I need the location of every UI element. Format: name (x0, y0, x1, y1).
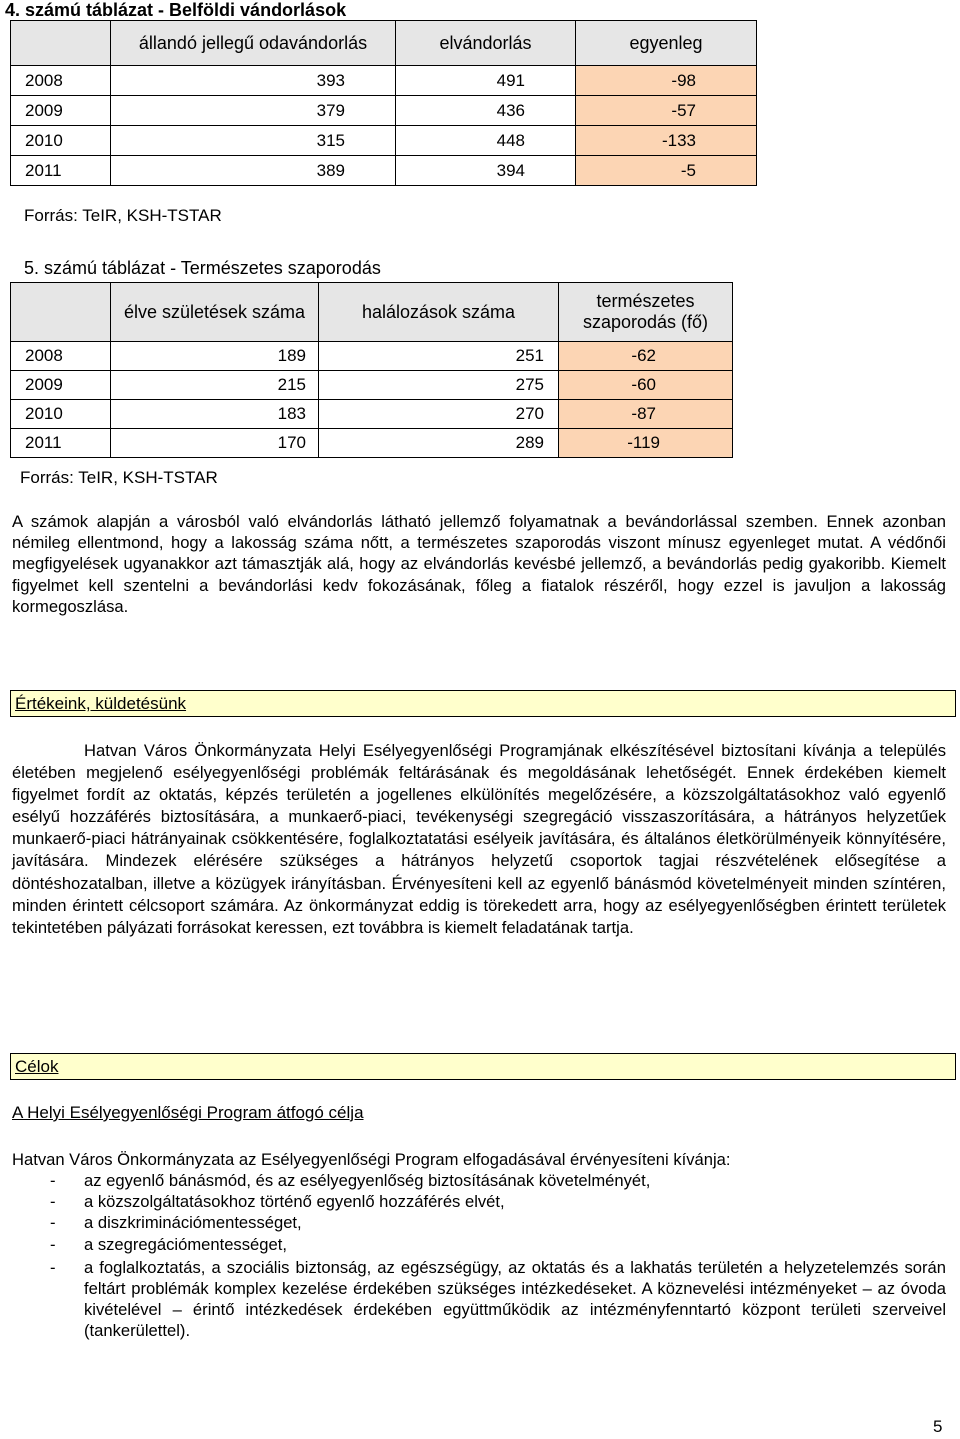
table-cell: 2011 (11, 429, 111, 458)
page-number: 5 (933, 1417, 943, 1436)
table-cell: 215 (111, 371, 319, 400)
table-cell: 275 (319, 371, 559, 400)
table4-caption: 4. számú táblázat - Belföldi vándorlások (5, 0, 347, 20)
table-cell: 379 (111, 96, 396, 126)
table-cell: 270 (319, 400, 559, 429)
table-cell: -57 (576, 96, 757, 126)
table-row (11, 371, 733, 400)
table5-header-cell: élve születések száma (111, 283, 319, 342)
table5-natural-increase (10, 282, 733, 458)
table-cell: 2011 (11, 156, 111, 186)
table-cell: -60 (559, 371, 733, 400)
table-cell: 183 (111, 400, 319, 429)
table5-header-cell: halálozások száma (319, 283, 559, 342)
table-cell: 2010 (11, 126, 111, 156)
table-cell: 170 (111, 429, 319, 458)
table5-header-cell (11, 283, 111, 342)
table-cell: 2008 (11, 66, 111, 96)
table4-header-cell: állandó jellegű odavándorlás (111, 21, 396, 66)
values-paragraph: Hatvan Város Önkormányzata Helyi Esélyegyenlőségi Programjának elkészítésével biztosítani kívánja a település életében megjelenő esélyegyenlőségi problémák feltárásának és megoldásának lehetőségét. Ennek érdekében kiemelt figyelmet fordít az oktatás, képzés területén a jogellenes elkülönítés megelőzésére, a közszolgáltatásokhoz való egyenlő esélyű hozzáférés biztosítására, a munkaerő-piaci, tevékenységi szegregáció visszaszorítására, a hátrányos helyzetűek munkaerő-piaci hátrányainak csökkentésére, foglalkoztatatási esélyeik javítására, és általános életkörülményeik könnyítésére, javítására. Mindezek elérésére szükséges a hátrányos helyzetű csoportok tagjai részvételének elősegítése a döntéshozatalban, illetve a közügyek irányításban. Érvényesíteni kell az egyenlő bánásmód követelményeit minden színtéren, minden érintett célcsoport számára. Az önkormányzat eddig is törekedett arra, hogy az esélyegyenlőségben érintett területek tekintetében pályázati forrásokat keressen, ezt továbbra is kiemelt feladatának tartja. (12, 741, 946, 937)
list-item: - a diszkriminációmentességet, (50, 1213, 302, 1233)
table-cell: -98 (576, 66, 757, 96)
list-item: - a közszolgáltatásokhoz történő egyenlő hozzáférés elvét, (50, 1192, 505, 1212)
table-cell: -87 (559, 400, 733, 429)
table-cell: 491 (396, 66, 576, 96)
table4-source: Forrás: TeIR, KSH-TSTAR (24, 206, 222, 225)
table-cell: 448 (396, 126, 576, 156)
table-cell: 2010 (11, 400, 111, 429)
table-row (11, 126, 757, 156)
values-section-heading: Értékeink, küldetésünk (10, 690, 956, 717)
table5-header-cell: természetes szaporodás (fő) (559, 283, 733, 342)
list-item: - a szegregációmentességet, (50, 1234, 287, 1254)
table-cell: -133 (576, 126, 757, 156)
table-cell: -119 (559, 429, 733, 458)
goals-section-heading: Célok (10, 1053, 956, 1080)
table-cell: 436 (396, 96, 576, 126)
table-cell: 289 (319, 429, 559, 458)
table-row (11, 400, 733, 429)
table-cell: 2009 (11, 371, 111, 400)
table4-header-cell (11, 21, 111, 66)
goals-subheading: A Helyi Esélyegyenlőségi Program átfogó célja (12, 1103, 364, 1122)
table4-header-cell: egyenleg (576, 21, 757, 66)
table-cell: 389 (111, 156, 396, 186)
table-row (11, 66, 757, 96)
list-item: - az egyenlő bánásmód, és az esélyegyenlőség biztosításának követelményét, (50, 1171, 651, 1190)
table-row (11, 342, 733, 371)
table5-source: Forrás: TeIR, KSH-TSTAR (20, 468, 218, 487)
table-cell: -62 (559, 342, 733, 371)
table-cell: 393 (111, 66, 396, 96)
table-row (11, 429, 733, 458)
table5-header-row (11, 283, 733, 342)
list-item: - a foglalkoztatás, a szociális biztonság, az egészségügy, az oktatás és a lakhatás területén a helyzetelemzés során feltárt problémák komplex kezelése érdekében szükséges intézkedéseket. A köznevelési intézményeket – az óvoda kivételével – érintő intézkedések érdekében együttműködik az intézményfenntartó központ területi szerveivel (tankerülettel). (50, 1257, 946, 1341)
table4-migration (10, 20, 757, 186)
table-cell: 2008 (11, 342, 111, 371)
table-cell: 2009 (11, 96, 111, 126)
table-cell: 251 (319, 342, 559, 371)
goals-intro: Hatvan Város Önkormányzata az Esélyegyenlőségi Program elfogadásával érvényesíteni kívánja: (12, 1150, 731, 1169)
table-cell: 394 (396, 156, 576, 186)
table-row (11, 96, 757, 126)
goals-list (12, 1170, 946, 1342)
table-row (11, 156, 757, 186)
analysis-paragraph: A számok alapján a városból való elvándorlás látható jellemző folyamatnak a bevándorlással szemben. Ennek azonban némileg ellentmond, hogy a lakosság száma nőtt, a természetes szaporodás viszont mínusz egyenleget mutat. A védőnői megfigyelések ugyanakkor azt támasztják alá, hogy az elvándorlás kevésbé jellemző, a bevándorlás pedig gyakoribb. Kiemelt figyelmet kell szentelni a bevándorlási kedv fokozásának, főleg a fiatalok részéről, hogy ezzel is javuljon a lakosság kormegoszlása. (12, 512, 946, 616)
table5-caption: 5. számú táblázat - Természetes szaporodás (24, 258, 381, 278)
table-cell: 189 (111, 342, 319, 371)
table-cell: 315 (111, 126, 396, 156)
table4-header-cell: elvándorlás (396, 21, 576, 66)
table-cell: -5 (576, 156, 757, 186)
table4-header-row (11, 21, 757, 66)
